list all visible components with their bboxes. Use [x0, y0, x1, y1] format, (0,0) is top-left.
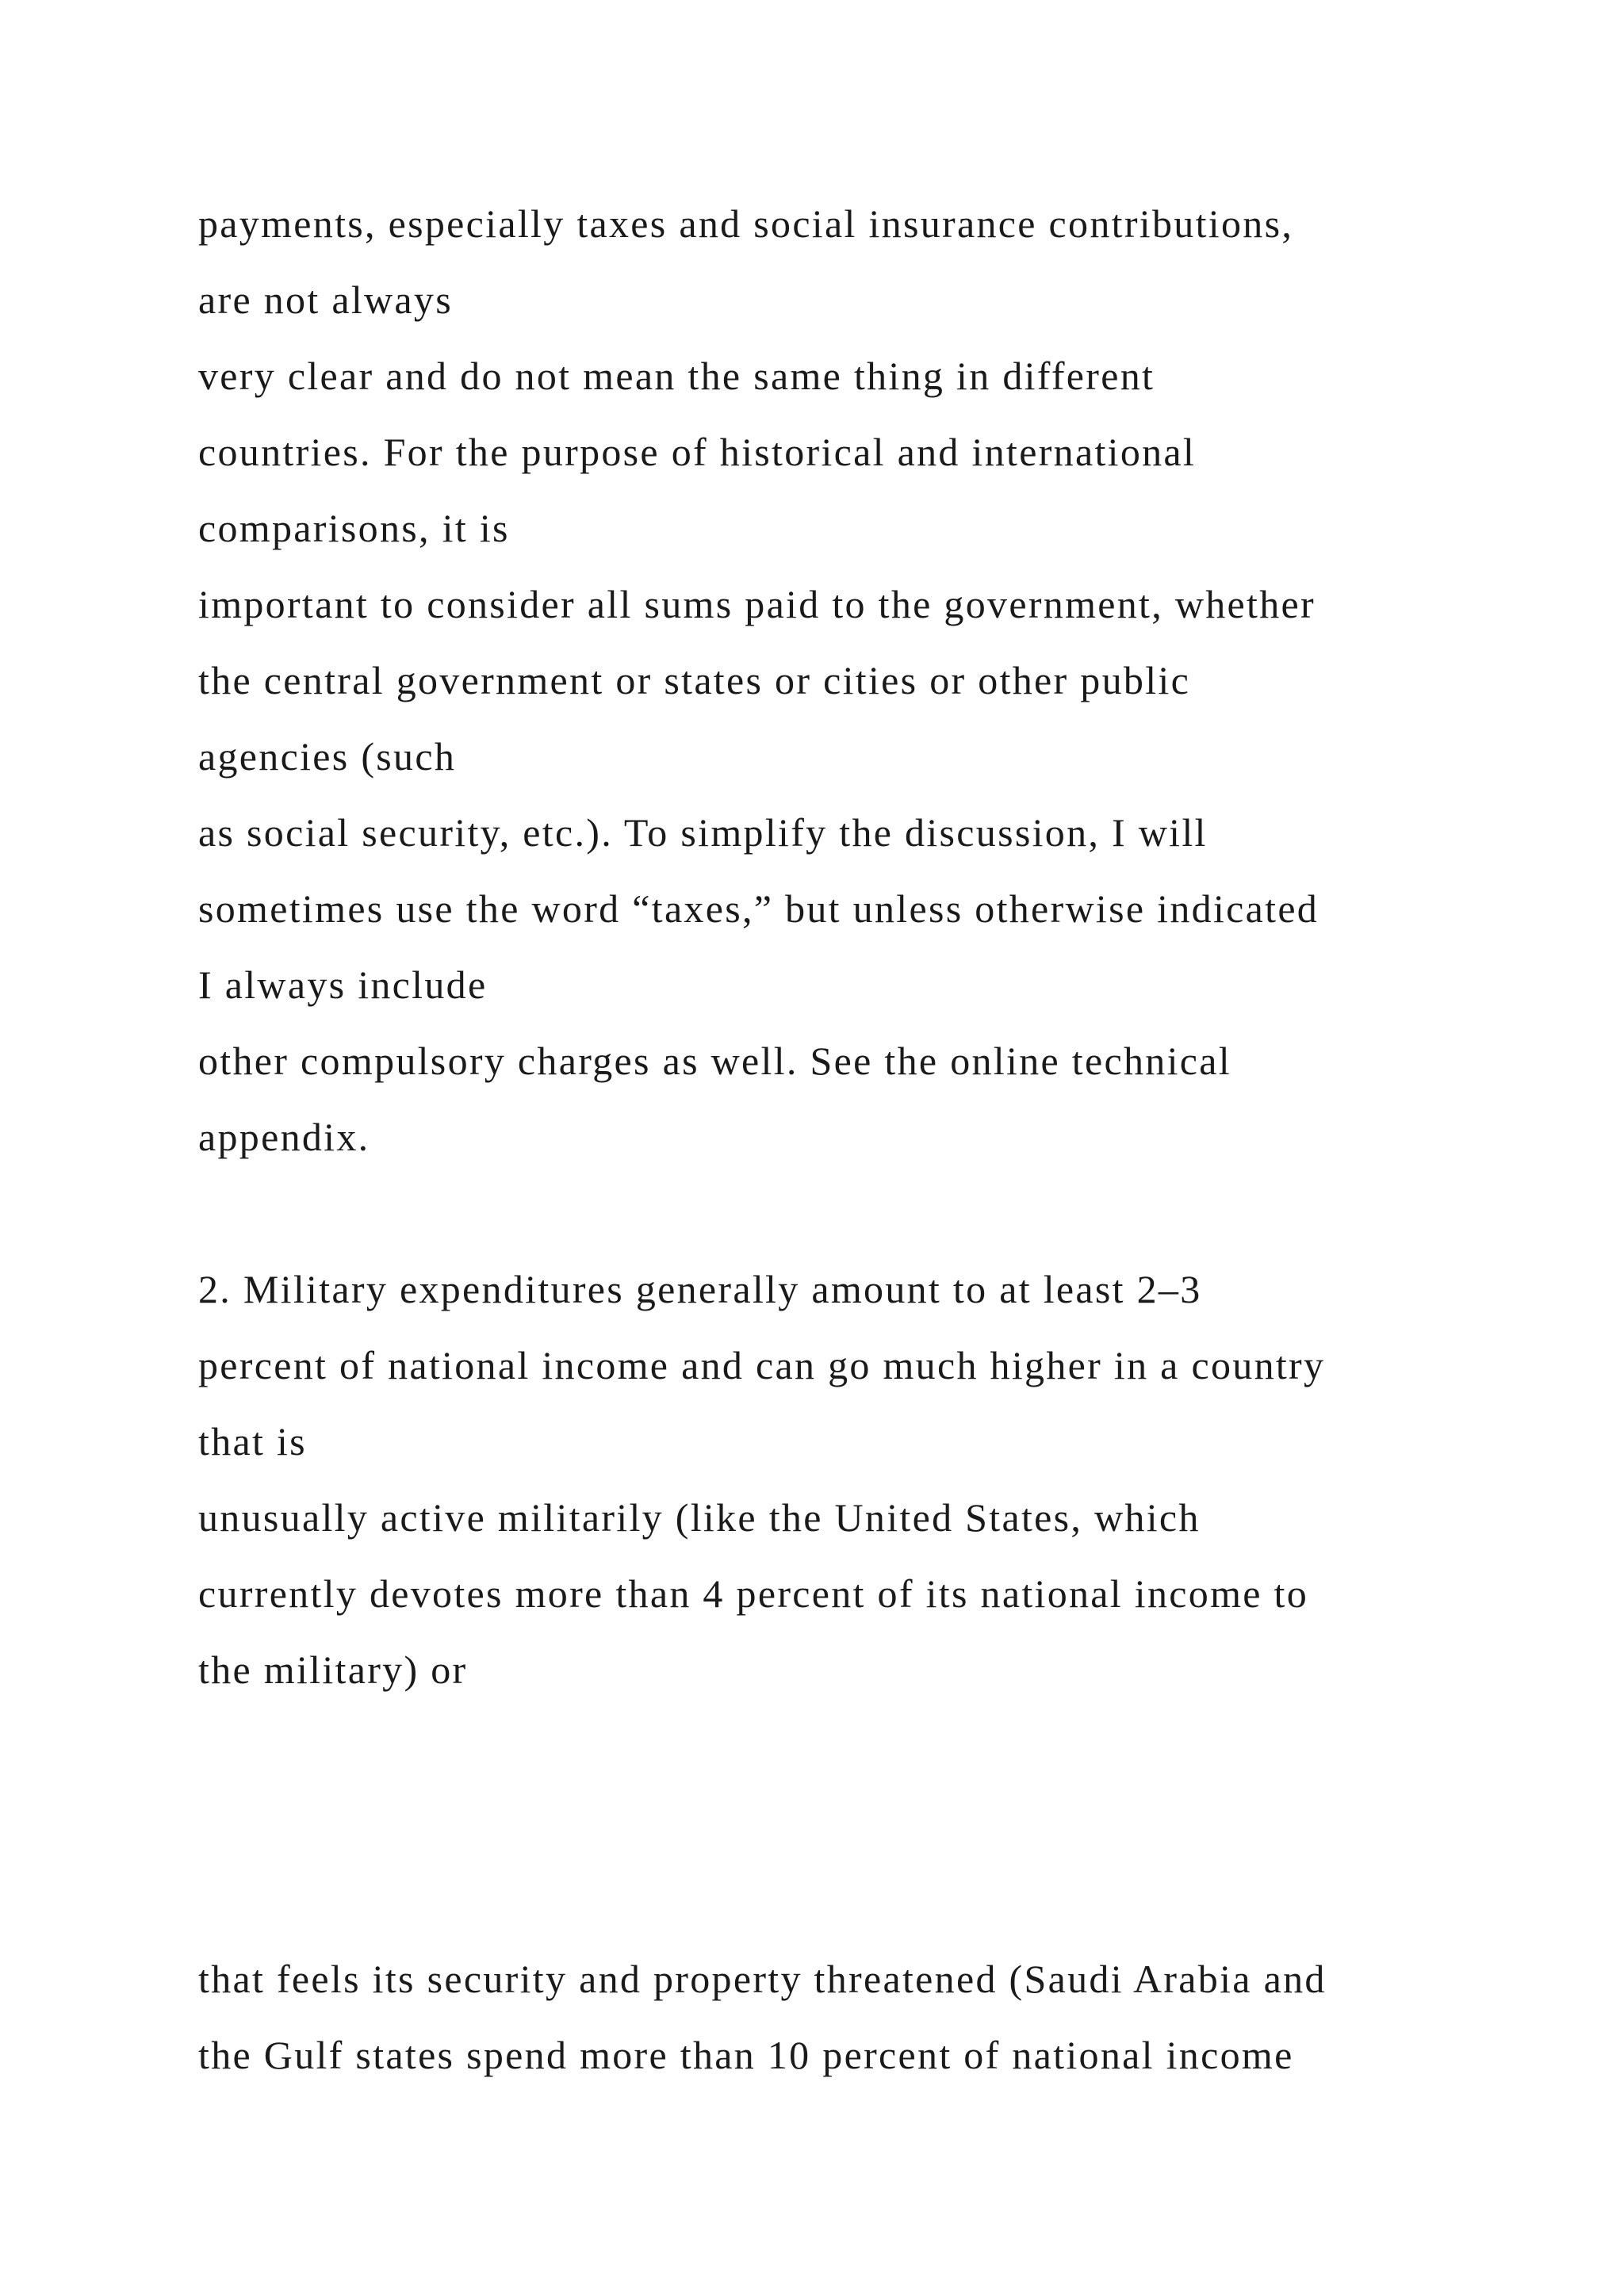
text-line: as social security, etc.). To simplify the discussion, I will — [198, 810, 1208, 855]
text-line: very clear and do not mean the same thing in different — [198, 354, 1155, 398]
text-line: 2. Military expenditures generally amount to at least 2–3 — [198, 1267, 1202, 1311]
text-line: the military) or — [198, 1647, 468, 1692]
text-line: payments, especially taxes and social insurance contributions, — [198, 201, 1294, 246]
text-line: that feels its security and property threatened (Saudi Arabia and — [198, 1957, 1327, 2001]
text-line: appendix. — [198, 1115, 370, 1159]
text-line: currently devotes more than 4 percent of its national income to — [198, 1571, 1309, 1616]
text-line: comparisons, it is — [198, 506, 510, 550]
text-line: countries. For the purpose of historical and international — [198, 430, 1197, 474]
text-line: sometimes use the word “taxes,” but unless otherwise indicated — [198, 886, 1320, 931]
text-line: I always include — [198, 962, 488, 1007]
text-line: unusually active militarily (like the United States, which — [198, 1495, 1201, 1540]
text-line: the central government or states or cities or other public — [198, 658, 1191, 702]
text-line: important to consider all sums paid to the government, whether — [198, 582, 1316, 626]
text-line: the Gulf states spend more than 10 percent of national income — [198, 2033, 1294, 2077]
text-line: agencies (such — [198, 734, 457, 779]
text-line: are not always — [198, 277, 453, 322]
text-line: percent of national income and can go much higher in a country — [198, 1343, 1326, 1387]
text-line: other compulsory charges as well. See the online technical — [198, 1039, 1231, 1083]
text-line: that is — [198, 1419, 307, 1464]
